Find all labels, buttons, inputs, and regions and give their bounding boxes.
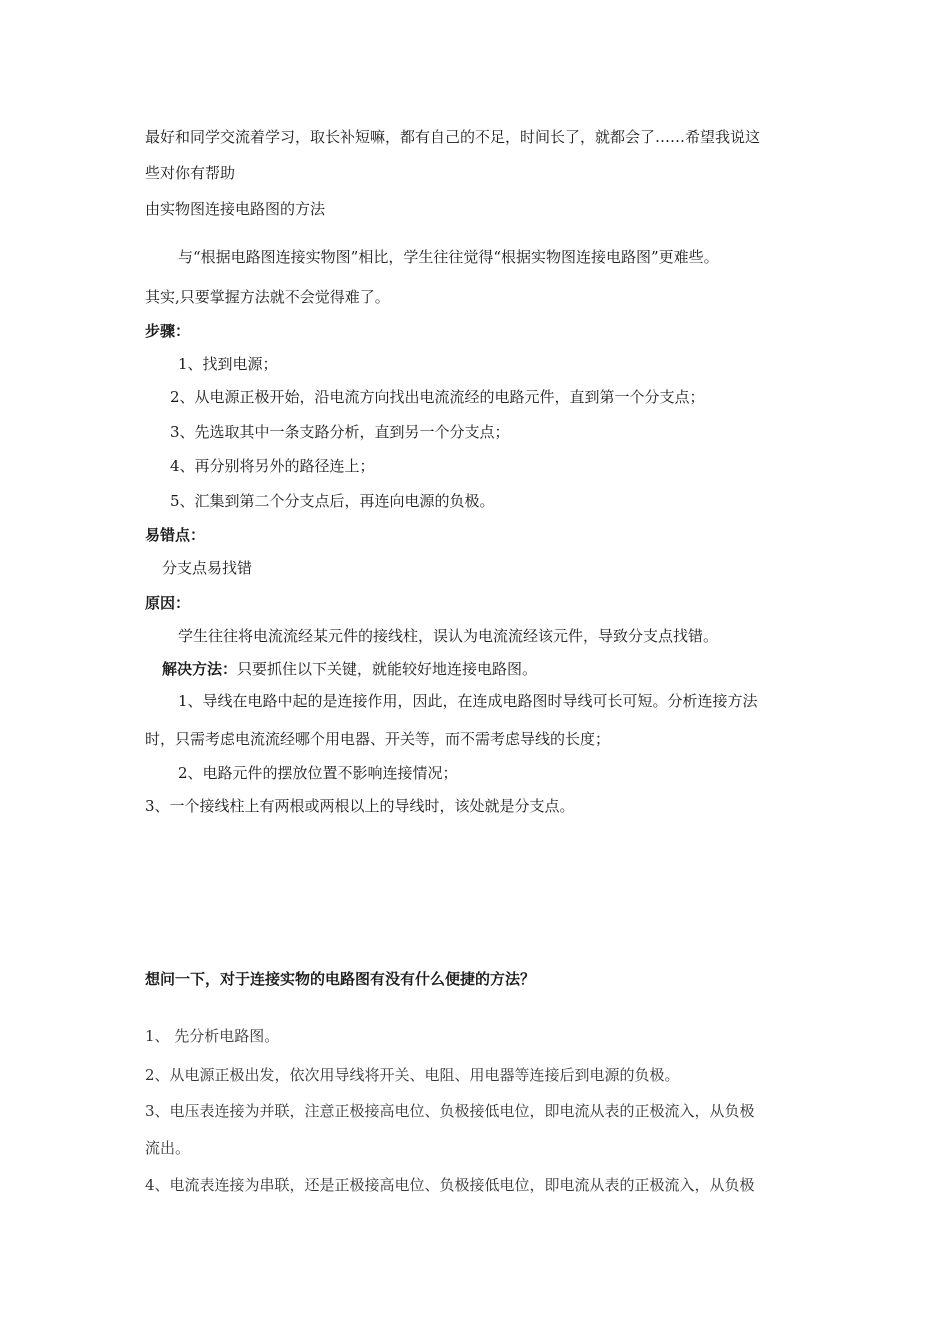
step-item: 5、汇集到第二个分支点后，再连向电源的负极。 <box>170 492 495 510</box>
step-item: 2、从电源正极开始，沿电流方向找出电流流经的电路元件，直到第一个分支点； <box>170 388 705 406</box>
reason-text: 学生往往将电流流经某元件的接线柱，误认为电流流经该元件，导致分支点找错。 <box>178 627 719 645</box>
pitfall-heading: 易错点： <box>145 526 206 544</box>
solution-item-1-line-1: 1、导线在电路中起的是连接作用，因此，在连成电路图时导线可长可短。分析连接方法 <box>178 692 758 710</box>
page-title: 由实物图连接电路图的方法 <box>145 200 326 218</box>
step-item: 4、再分别将另外的路径连上； <box>170 457 375 475</box>
steps-heading: 步骤： <box>145 322 191 340</box>
reason-heading: 原因： <box>145 594 191 612</box>
qa-answer-1: 1、 先分析电路图。 <box>145 1027 280 1045</box>
paragraph-line-2: 其实,只要掌握方法就不会觉得难了。 <box>145 288 390 306</box>
step-item: 1、找到电源； <box>178 355 278 373</box>
step-item: 3、先选取其中一条支路分析，直到另一个分支点； <box>170 423 510 441</box>
intro-line-2: 些对你有帮助 <box>145 164 236 182</box>
pitfall-text: 分支点易找错 <box>162 559 253 577</box>
solution-line <box>162 658 537 680</box>
qa-question: 想问一下，对于连接实物的电路图有没有什么便捷的方法？ <box>145 970 536 988</box>
solution-item-1-line-2: 时，只需考虑电流流经哪个用电器、开关等，而不需考虑导线的长度； <box>145 730 611 748</box>
solution-label: 解决方法： <box>162 660 238 678</box>
solution-item-3: 3、一个接线柱上有两根或两根以上的导线时，该处就是分支点。 <box>145 797 575 815</box>
qa-answer-3-line-1: 3、电压表连接为并联，注意正极接高电位、负极接低电位，即电流从表的正极流入，从负极 <box>145 1102 755 1120</box>
qa-answer-2: 2、从电源正极出发，依次用导线将开关、电阻、用电器等连接后到电源的负极。 <box>145 1066 680 1084</box>
intro-line-1: 最好和同学交流着学习，取长补短嘛，都有自己的不足，时间长了，就都会了……希望我说这 <box>145 128 761 146</box>
solution-item-2: 2、电路元件的摆放位置不影响连接情况； <box>178 764 458 782</box>
qa-answer-4-line-1: 4、电流表连接为串联，还是正极接高电位、负极接低电位，即电流从表的正极流入，从负极 <box>145 1176 755 1194</box>
paragraph-line-1: 与“根据电路图连接实物图”相比，学生往往觉得“根据实物图连接电路图”更难些。 <box>178 248 719 266</box>
solution-text: 只要抓住以下关键，就能较好地连接电路图。 <box>237 660 538 678</box>
qa-answer-3-line-2: 流出。 <box>145 1139 191 1157</box>
